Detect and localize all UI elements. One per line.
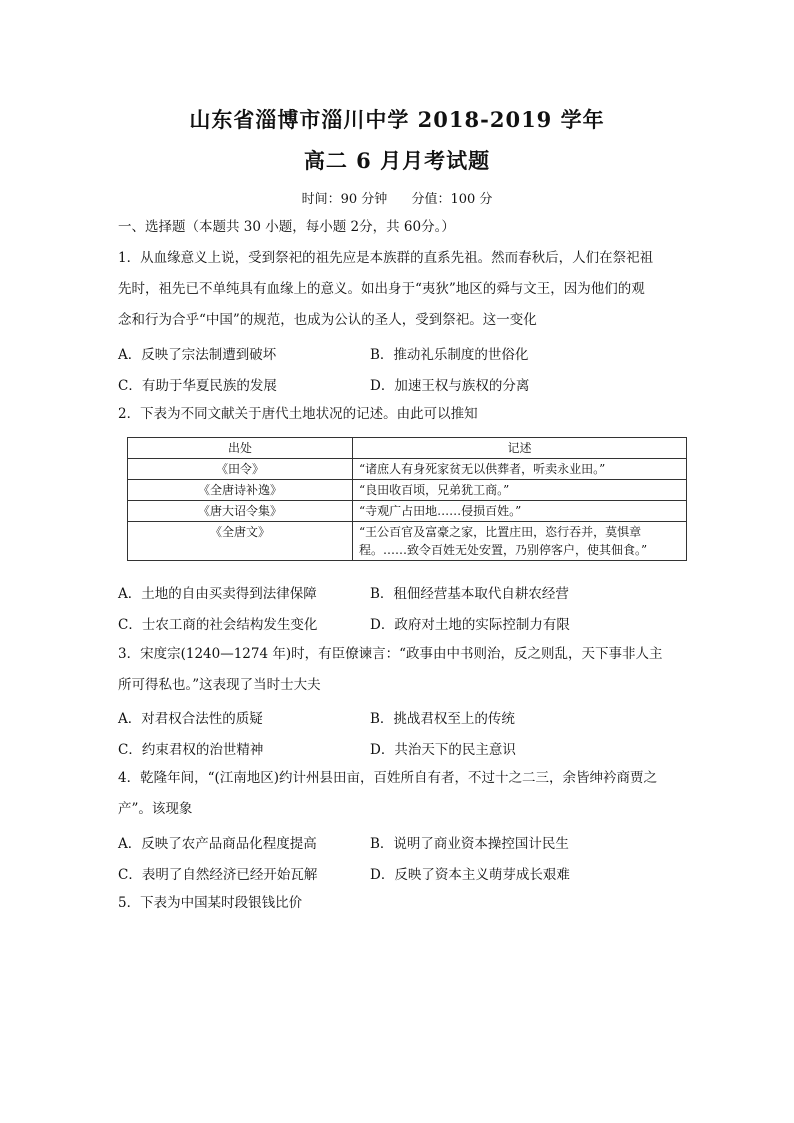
- q4-option-c: C．表明了自然经济已经开始瓦解: [118, 867, 318, 883]
- q3-stem-line-2: 所可得私也。”这表现了当时士大夫: [118, 677, 321, 693]
- table-row: [128, 459, 687, 480]
- q2-stem: 2．下表为不同文献关于唐代土地状况的记述。由此可以推知: [118, 406, 478, 422]
- q2-option-a: A．土地的自由买卖得到法律保障: [118, 586, 317, 602]
- q4-option-a: A．反映了农产品商品化程度提高: [118, 836, 317, 852]
- q3-stem-line-1: 3．宋度宗(1240—1274 年)时，有臣僚谏言：“政事由中书则治，反之则乱，天下事非人主: [118, 646, 663, 662]
- q1-stem-line-2: 先时，祖先已不单纯具有血缘上的意义。如出身于“夷狄”地区的舜与文王，因为他们的观: [118, 281, 645, 297]
- q3-option-b: B．挑战君权至上的传统: [370, 711, 515, 727]
- exam-meta: [0, 188, 794, 207]
- q1-option-d: D．加速王权与族权的分离: [370, 378, 530, 394]
- q2-option-d: D．政府对土地的实际控制力有限: [370, 617, 570, 633]
- table-cell-source: 《全唐诗补逸》: [128, 480, 353, 501]
- table-header-text: 记述: [353, 438, 687, 459]
- exam-title: 山东省淄博市淄川中学 2018-2019 学年: [189, 107, 605, 132]
- table-row: [128, 480, 687, 501]
- q3-option-d: D．共治天下的民主意识: [370, 742, 516, 758]
- q1-option-c: C．有助于华夏民族的发展: [118, 378, 277, 394]
- table-cell-text: “诸庶人有身死家贫无以供葬者，听卖永业田。”: [353, 459, 687, 480]
- q4-option-d: D．反映了资本主义萌芽成长艰难: [370, 867, 570, 883]
- table-cell-source: 《全唐文》: [128, 522, 353, 561]
- q1-stem-line-1: 1．从血缘意义上说，受到祭祀的祖先应是本族群的直系先祖。然而春秋后，人们在祭祀祖: [118, 250, 654, 266]
- table-cell-text: “良田收百顷，兄弟犹工商。”: [353, 480, 687, 501]
- table-cell-source: 《唐大诏令集》: [128, 501, 353, 522]
- q2-option-c: C．士农工商的社会结构发生变化: [118, 617, 318, 633]
- table-cell-source: 《田令》: [128, 459, 353, 480]
- table-row: [128, 501, 687, 522]
- q4-stem-line-1: 4．乾隆年间，“(江南地区)约计州县田亩，百姓所自有者，不过十之二三，余皆绅衿商贾之: [118, 770, 658, 786]
- table-row: [128, 522, 687, 561]
- table-header-source: 出处: [128, 438, 353, 459]
- exam-score: 分值：100 分: [411, 192, 493, 207]
- q4-stem-line-2: 产”。该现象: [118, 801, 193, 817]
- q4-option-b: B．说明了商业资本操控国计民生: [370, 836, 569, 852]
- table-header-row: [128, 438, 687, 459]
- q2-source-table: [127, 437, 687, 561]
- q2-option-b: B．租佃经营基本取代自耕农经营: [370, 586, 569, 602]
- table-cell-text: “寺观广占田地……侵损百姓。”: [353, 501, 687, 522]
- q3-option-a: A．对君权合法性的质疑: [118, 711, 263, 727]
- q1-stem-line-3: 念和行为合乎“中国”的规范，也成为公认的圣人，受到祭祀。这一变化: [118, 312, 537, 328]
- exam-time: 时间：90 分钟: [301, 192, 388, 207]
- exam-subtitle: 高二 6 月月考试题: [303, 148, 491, 173]
- table-cell-text: “王公百官及富豪之家，比置庄田，恣行吞并，莫惧章程。……致令百姓无处安置，乃别停客户，使其佃食。”: [353, 522, 687, 561]
- q1-option-b: B．推动礼乐制度的世俗化: [370, 347, 529, 363]
- q3-option-c: C．约束君权的治世精神: [118, 742, 264, 758]
- q5-stem: 5．下表为中国某时段银钱比价: [118, 895, 303, 911]
- q1-option-a: A．反映了宗法制遭到破坏: [118, 347, 277, 363]
- section-heading: 一、选择题（本题共 30 小题，每小题 2分，共 60分。）: [118, 219, 455, 235]
